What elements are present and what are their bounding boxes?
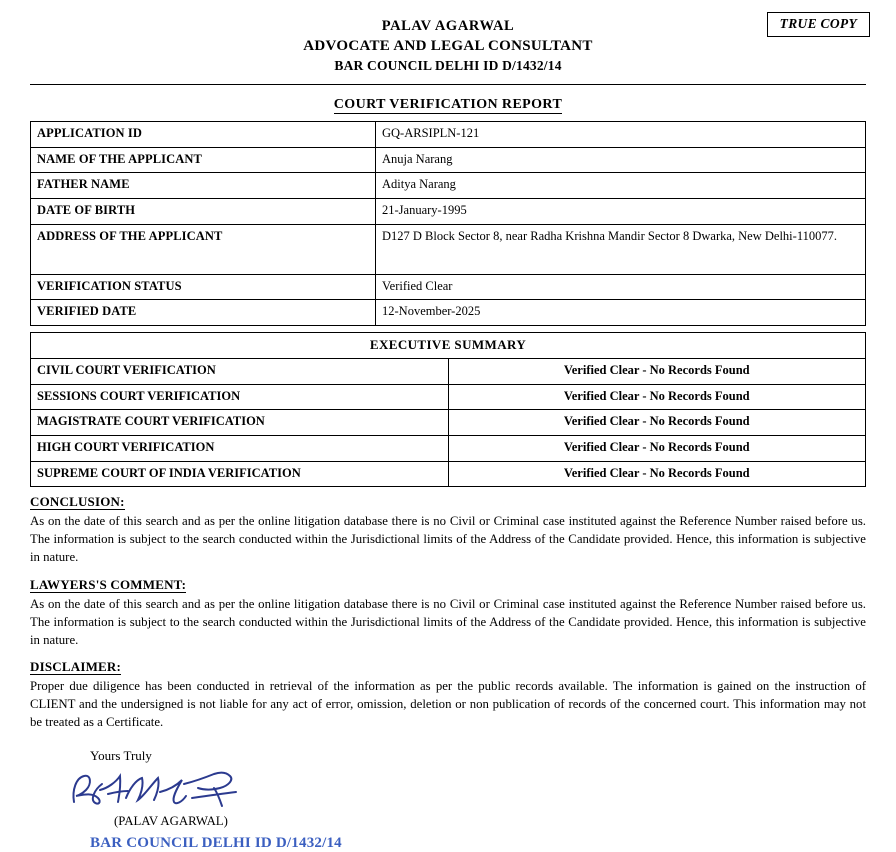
row-value: Verified Clear - No Records Found <box>448 359 866 385</box>
lawyer-comment-heading-text: LAWYERS'S COMMENT: <box>30 576 187 592</box>
letterhead <box>30 12 866 74</box>
conclusion-heading <box>30 494 866 510</box>
table-row <box>31 198 866 224</box>
row-label: DATE OF BIRTH <box>31 198 376 224</box>
row-label: APPLICATION ID <box>31 122 376 148</box>
advocate-name: PALAV AGARWAL <box>381 18 515 34</box>
disclaimer-text: Proper due diligence has been conducted in retrieval of the information as per the public records available. The information is gained on the instruction of CLIENT and the undersigned is not liable for any act of error, omission, deletion or non publication of records of the concerned court. This information may not be treated as a Certificate. <box>30 679 866 730</box>
row-label: NAME OF THE APPLICANT <box>31 147 376 173</box>
row-label: SUPREME COURT OF INDIA VERIFICATION <box>31 461 449 487</box>
table-row <box>31 300 866 326</box>
row-value: 21-January-1995 <box>376 198 866 224</box>
table-row <box>31 461 866 487</box>
row-value: Aditya Narang <box>376 173 866 199</box>
row-label: FATHER NAME <box>31 173 376 199</box>
advocate-designation: ADVOCATE AND LEGAL CONSULTANT <box>303 38 593 54</box>
row-value: GQ-ARSIPLN-121 <box>376 122 866 148</box>
row-value: 12-November-2025 <box>376 300 866 326</box>
disclaimer-heading-text: DISCLAIMER: <box>30 659 122 675</box>
disclaimer-heading <box>30 659 866 675</box>
lawyer-comment-heading <box>30 577 866 593</box>
table-row <box>31 359 866 385</box>
header-divider <box>30 84 866 85</box>
page-title-text: COURT VERIFICATION REPORT <box>333 97 563 112</box>
executive-summary-heading: EXECUTIVE SUMMARY <box>31 332 866 358</box>
row-label: HIGH COURT VERIFICATION <box>31 435 449 461</box>
true-copy-stamp: TRUE COPY <box>767 12 870 37</box>
row-value: Verified Clear - No Records Found <box>448 461 866 487</box>
closing-salutation: Yours Truly <box>90 747 152 763</box>
row-value: Verified Clear - No Records Found <box>448 435 866 461</box>
row-label: ADDRESS OF THE APPLICANT <box>31 224 376 274</box>
signature-image <box>64 768 274 812</box>
row-value: Anuja Narang <box>376 147 866 173</box>
table-row <box>31 173 866 199</box>
row-label: CIVIL COURT VERIFICATION <box>31 359 449 385</box>
row-label: VERIFIED DATE <box>31 300 376 326</box>
row-value: D127 D Block Sector 8, near Radha Krishna Mandir Sector 8 Dwarka, New Delhi-110077. <box>376 224 866 274</box>
executive-summary-table <box>30 332 866 487</box>
signature-bar-council-id: BAR COUNCIL DELHI ID D/1432/14 <box>90 834 342 851</box>
table-row <box>31 122 866 148</box>
disclaimer-block <box>30 659 866 731</box>
row-label: MAGISTRATE COURT VERIFICATION <box>31 410 449 436</box>
conclusion-heading-text: CONCLUSION: <box>30 494 125 510</box>
row-label: SESSIONS COURT VERIFICATION <box>31 384 449 410</box>
table-row <box>31 147 866 173</box>
executive-summary-section <box>30 332 866 487</box>
row-value: Verified Clear - No Records Found <box>448 410 866 436</box>
row-label: VERIFICATION STATUS <box>31 274 376 300</box>
letterhead-bar-council-id: BAR COUNCIL DELHI ID D/1432/14 <box>334 58 562 73</box>
row-value: Verified Clear - No Records Found <box>448 384 866 410</box>
signer-name: (PALAV AGARWAL) <box>114 813 228 828</box>
table-row <box>31 384 866 410</box>
table-row <box>31 435 866 461</box>
lawyer-comment-block <box>30 577 866 649</box>
table-row <box>31 410 866 436</box>
table-row <box>31 274 866 300</box>
lawyer-comment-text: As on the date of this search and as per the online litigation database there is no Civil or Criminal case instituted against the Reference Number raised before us. The information is subject to the search conducted within the Jurisdictional limits of the Address of the Candidate provided. Hence, this information is subjective in nature. <box>30 596 866 647</box>
signature-block <box>30 748 866 852</box>
page-title <box>30 97 866 113</box>
conclusion-block <box>30 494 866 566</box>
conclusion-text: As on the date of this search and as per the online litigation database there is no Civil or Criminal case instituted against the Reference Number raised before us. The information is subject to the search conducted within the Jurisdictional limits of the Address of the Candidate provided. Hence, this information is subjective in nature. <box>30 514 866 565</box>
row-value: Verified Clear <box>376 274 866 300</box>
summary-heading-row <box>31 332 866 358</box>
table-row <box>31 224 866 274</box>
applicant-details-table <box>30 121 866 326</box>
